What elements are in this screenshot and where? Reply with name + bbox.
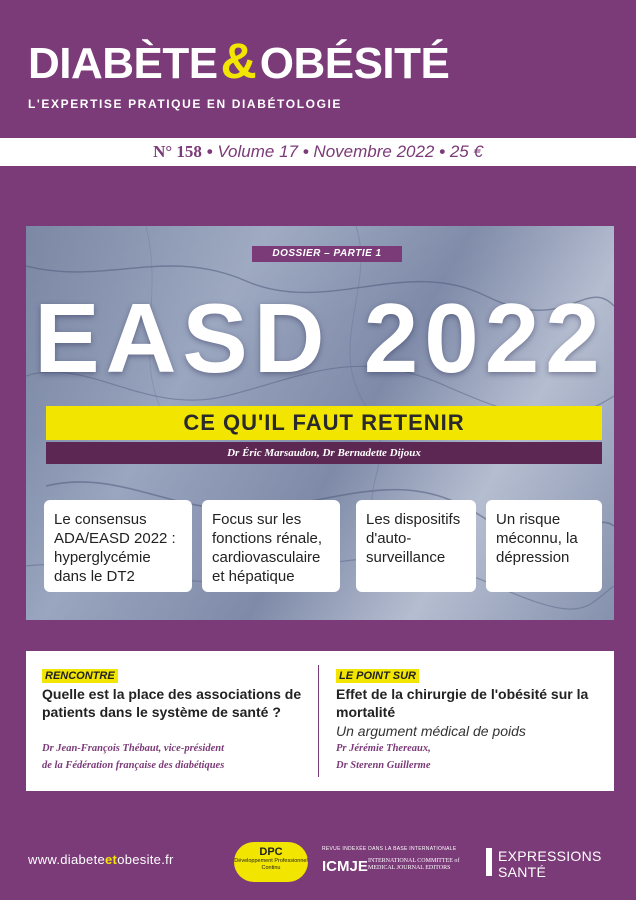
magazine-tagline: L'EXPERTISE PRATIQUE EN DIABÉTOLOGIE <box>28 97 343 111</box>
icmje-full-name: INTERNATIONAL COMMITTEE of MEDICAL JOURNAL EDITORS <box>368 858 460 871</box>
issue-price: 25 € <box>449 142 483 161</box>
separator: • <box>439 142 446 161</box>
topic-box: Le consensus ADA/EASD 2022 : hyperglycémie dans le DT2 <box>44 500 192 592</box>
cover-subheadline: CE QU'IL FAUT RETENIR <box>46 406 602 440</box>
dpc-logo <box>234 842 308 882</box>
website-part: www.diabete <box>28 852 106 867</box>
separator: • <box>206 142 213 161</box>
topic-box: Focus sur les fonctions rénale, cardiovasculaire et hépatique <box>202 500 340 592</box>
issue-number: N° 158 <box>153 142 202 161</box>
dossier-panel <box>26 226 614 620</box>
dossier-authors: Dr Éric Marsaudon, Dr Bernadette Dijoux <box>46 442 602 464</box>
article-subtitle: Un argument médical de poids <box>336 723 526 739</box>
topic-box: Les dispositifs d'auto-surveillance <box>356 500 476 592</box>
magazine-title <box>28 32 450 89</box>
publisher-logo-bar <box>486 848 492 876</box>
article-tag: RENCONTRE <box>42 669 118 683</box>
article-author: Dr Jean-François Thébaut, vice-président <box>42 743 224 754</box>
column-divider <box>318 665 319 777</box>
issue-bar <box>0 138 636 166</box>
icmje-logo: ICMJE <box>322 858 368 875</box>
website-part: et <box>105 852 118 867</box>
issue-date: Novembre 2022 <box>313 142 435 161</box>
title-ampersand: & <box>220 33 257 89</box>
article-title: Quelle est la place des associations de patients dans le système de santé ? <box>42 686 302 720</box>
website-link[interactable] <box>28 852 174 867</box>
issue-volume: Volume 17 <box>217 142 298 161</box>
article-tag: LE POINT SUR <box>336 669 419 683</box>
cover-headline: EASD 2022 <box>34 283 606 393</box>
topic-box: Un risque méconnu, la dépression <box>486 500 602 592</box>
title-right: OBÉSITÉ <box>259 39 450 88</box>
article-title: Effet de la chirurgie de l'obésité sur la mortalité <box>336 686 589 720</box>
publisher-name: SANTÉ <box>498 864 547 880</box>
dpc-label: DPC <box>259 846 283 858</box>
article-author: de la Fédération française des diabétiques <box>42 760 225 771</box>
dpc-sublabel: Développement Professionnel Continu <box>234 858 308 871</box>
articles-panel <box>26 651 614 791</box>
article-author: Dr Sterenn Guillerme <box>336 760 431 771</box>
website-part: obesite.fr <box>117 852 174 867</box>
icmje-note: REVUE INDEXÉE DANS LA BASE INTERNATIONALE <box>322 846 457 852</box>
dossier-tag: DOSSIER – PARTIE 1 <box>252 246 402 262</box>
title-left: DIABÈTE <box>28 39 218 88</box>
publisher-name: EXPRESSIONS <box>498 848 602 864</box>
article-author: Pr Jérémie Thereaux, <box>336 743 431 754</box>
separator: • <box>302 142 309 161</box>
